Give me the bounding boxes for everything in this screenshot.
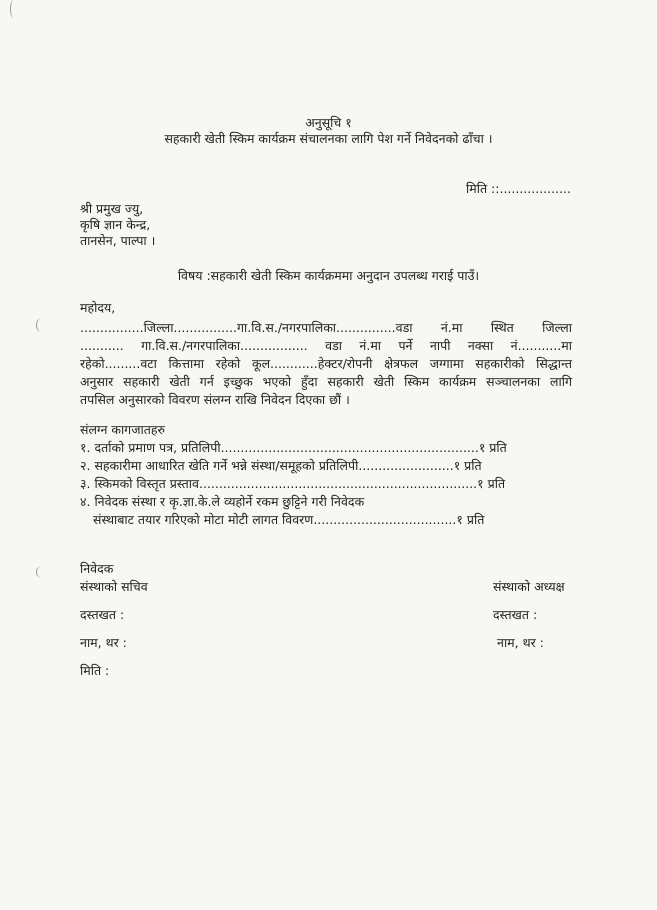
- addressee-line-3: तानसेन, पाल्पा ।: [80, 233, 156, 248]
- scan-mark-bottom: [36, 566, 47, 578]
- salutation: महोदय,: [80, 300, 116, 315]
- applicant-label: निवेदक: [80, 561, 114, 576]
- secretary-label: संस्थाको सचिव: [80, 579, 148, 594]
- chairperson-signature-field: दस्तखत :: [493, 607, 538, 622]
- attachments-heading: संलग्न कागजातहरु: [80, 422, 165, 437]
- body-line-1: ................जिल्ला................गा.वि.स./नगरपालिका...............वडा नं.मा स्थित जिल्ला: [80, 320, 572, 335]
- body-line-4: अनुसार सहकारी खेती गर्न इच्छुक भएको हुँदा सहकारी खेती स्किम कार्यक्रम सञ्चालनका लागि: [80, 374, 572, 389]
- attachment-item-3: ३. स्किमको विस्तृत प्रस्ताव......................................................................१ प्रति: [80, 476, 506, 491]
- attachment-item-1: १. दर्ताको प्रमाण पत्र, प्रतिलिपी.................................................................१ प्रति: [80, 440, 507, 455]
- attachment-item-4: ४. निवेदक संस्था र कृ.ज्ञा.के.ले व्यहोर्ने रकम छुट्टिने गरी निवेदक: [80, 494, 365, 509]
- body-line-2: ........... गा.वि.स./नगरपालिका................. वडा नं.मा पर्ने नापी नक्सा नं...........मा: [80, 338, 572, 353]
- chairperson-name-field: नाम, थर :: [497, 635, 544, 650]
- addressee-line-1: श्री प्रमुख ज्यु,: [80, 201, 144, 216]
- schedule-heading: अनुसूचि १: [305, 115, 352, 130]
- form-title: सहकारी खेती स्किम कार्यक्रम संचालनका लागि पेश गर्ने निवेदनको ढाँचा ।: [164, 131, 493, 146]
- signature-date-field: मिति :: [80, 663, 110, 678]
- attachment-item-2: २. सहकारीमा आधारित खेति गर्ने भन्ने संस्था/समूहको प्रतिलिपी........................१ प्रति: [80, 458, 482, 473]
- date-line: मिति ::..................: [466, 181, 571, 196]
- chairperson-label: संस्थाको अध्यक्ष: [493, 579, 565, 594]
- body-line-3: रहेको.........वटा कित्तामा रहेको कूल............हेक्टर/रोपनी क्षेत्रफल जग्गामा सहकारीको सिद्धान्त: [80, 356, 572, 371]
- secretary-name-field: नाम, थर :: [80, 635, 127, 650]
- secretary-signature-field: दस्तखत :: [80, 607, 125, 622]
- attachment-item-4-continuation: संस्थाबाट तयार गरिएको मोटा मोटी लागत विवरण....................................१ प्रति: [93, 512, 485, 527]
- addressee-line-2: कृषि ज्ञान केन्द्र,: [80, 217, 151, 232]
- scan-mark-middle: [36, 318, 47, 332]
- subject-line: विषय :सहकारी खेती स्किम कार्यक्रममा अनुदान उपलब्ध गराई पाउँ।: [177, 268, 480, 283]
- body-line-5: तपसिल अनुसारको विवरण संलग्न राखि निवेदन दिएका छौं ।: [80, 392, 350, 407]
- scan-mark-top: [10, 0, 17, 18]
